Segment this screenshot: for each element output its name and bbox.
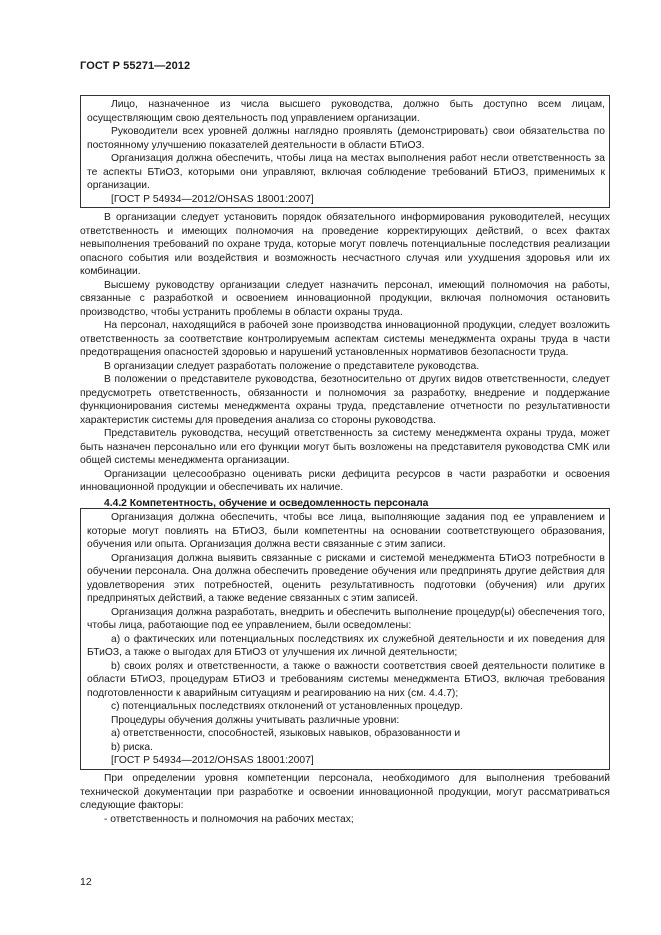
box2-list-item-b: b) своих ролях и ответственности, а также о важности соответствия своей деятельности политике в области БТиОЗ, процедурам БТиОЗ и требованиям системы менеджмента БТиОЗ, включая требования подготовленности к аварийным ситуациям и реагированию на них (см. 4.4.7); bbox=[87, 660, 605, 699]
box1-paragraph-1: Лицо, назначенное из числа высшего руководства, должно быть доступно всем лицам, осуществляющим свою деятельность под управлением организации. bbox=[87, 99, 605, 124]
box2-list-item-c: c) потенциальных последствиях отклонений от установленных процедур. bbox=[111, 701, 463, 712]
box2-paragraph-2: Организация должна выявить связанные с рисками и системой менеджмента БТиОЗ потребности в обучении персонала. Она должна обеспечить проведение обучения или предпринять другие действия для удовлетворения этих потребностей, оценить результативность подготовки (обучения) или других предпринятых действий, а также ведение связанных с этим записей. bbox=[87, 552, 605, 604]
body1-paragraph-4: В организации следует разработать положение о представителе руководства. bbox=[104, 360, 480, 372]
box1-paragraph-3: Организация должна обеспечить, чтобы лица на местах выполнения работ несли ответственность за те аспекты БТиОЗ, которыми они управляют, включая соблюдение требований БТиОЗ, применимых к организации. bbox=[87, 153, 605, 191]
box2-level-b: b) риска. bbox=[111, 741, 153, 753]
box2-list-item-a: а) о фактических или потенциальных последствиях их служебной деятельности и их поведения для БТиОЗ, а также о выгодах для БТиОЗ от улучшения их личной деятельности; bbox=[87, 633, 605, 658]
body1-paragraph-5: В положении о представителе руководства, безотносительно от других видов ответственности, следует предусмотреть ответственность, обязанности и полномочия за разработку, внедрение и поддержание функционирования системы менеджмента охраны труда, представление отчетности по результативности характеристик системы для проведения анализа со стороны руководства. bbox=[80, 374, 610, 426]
box2-level-a: a) ответственности, способностей, языковых навыков, образованности и bbox=[111, 728, 461, 739]
quoted-requirement-box-1 bbox=[80, 95, 610, 208]
body2-bullet-item: - ответственность и полномочия на рабочих местах; bbox=[104, 813, 354, 825]
box1-paragraph-2: Руководители всех уровней должны наглядно проявлять (демонстрировать) свои обязательства по постоянному улучшению показателей деятельности в области БТиОЗ. bbox=[87, 126, 605, 151]
section-heading-4-4-2: 4.4.2 Компетентность, обучение и осведомленность персонала bbox=[104, 497, 429, 509]
box2-paragraph-1: Организация должна обеспечить, чтобы все лица, выполняющие задания под ее управлением и которые могут повлиять на БТиОЗ, были компетентны на основании соответствующего образования, обучения или опыта. Организация должна вести связанные с этим записи. bbox=[87, 512, 605, 550]
box2-paragraph-3: Организация должна разработать, внедрить и обеспечить выполнение процедур(ы) обеспечения того, чтобы лица, работающие под ее управлением, были осведомлены: bbox=[87, 606, 605, 631]
body1-paragraph-3: На персонал, находящийся в рабочей зоне производства инновационной продукции, следует возложить ответственность за соответствие контролируемым аспектам системы менеджмента охраны труда в части предотвращения опасностей здоровью и нарушений установленных нормативов безопасности труда. bbox=[80, 320, 610, 358]
box2-training-intro: Процедуры обучения должны учитывать различные уровни: bbox=[111, 714, 400, 726]
box1-reference: [ГОСТ Р 54934—2012/OHSAS 18001:2007] bbox=[111, 193, 314, 205]
standard-header: ГОСТ Р 55271—2012 bbox=[80, 60, 191, 72]
quoted-requirement-box-2 bbox=[80, 508, 610, 770]
box2-reference: [ГОСТ Р 54934—2012/OHSAS 18001:2007] bbox=[111, 755, 314, 766]
body1-paragraph-2: Высшему руководству организации следует назначить персонал, имеющий полномочия на работы, связанные с разработкой и освоением инновационной продукции, включая полномочия остановить производство, чтобы устранить проблемы в области охраны труда. bbox=[80, 279, 610, 318]
body-section-1 bbox=[80, 211, 610, 513]
body-section-2 bbox=[80, 772, 610, 826]
body2-paragraph: При определении уровня компетенции персонала, необходимого для выполнения требований технической документации при разработке и освоении инновационной продукции, могут рассматриваться следующие факторы: bbox=[80, 773, 610, 811]
body1-paragraph-6: Представитель руководства, несущий ответственность за систему менеджмента охраны труда, может быть назначен персонально или его функции могут быть возложены на представителя руководства СМК или общей системы менеджмента организации. bbox=[80, 428, 610, 466]
page-number: 12 bbox=[80, 876, 92, 888]
body1-paragraph-1: В организации следует установить порядок обязательного информирования руководителей, несущих ответственность и имеющих полномочия на проведение корректирующих действий, о всех фактах невыполнения требований по охране труда, которые могут повлечь потенциальные последствия реализации опасного события или воздействия и возможность несчастного случая или ухудшения здоровья или их комбинации. bbox=[80, 212, 610, 277]
body1-paragraph-7: Организации целесообразно оценивать риски дефицита ресурсов в части разработки и освоения инновационной продукции и обеспечивать их наличие. bbox=[80, 468, 610, 493]
